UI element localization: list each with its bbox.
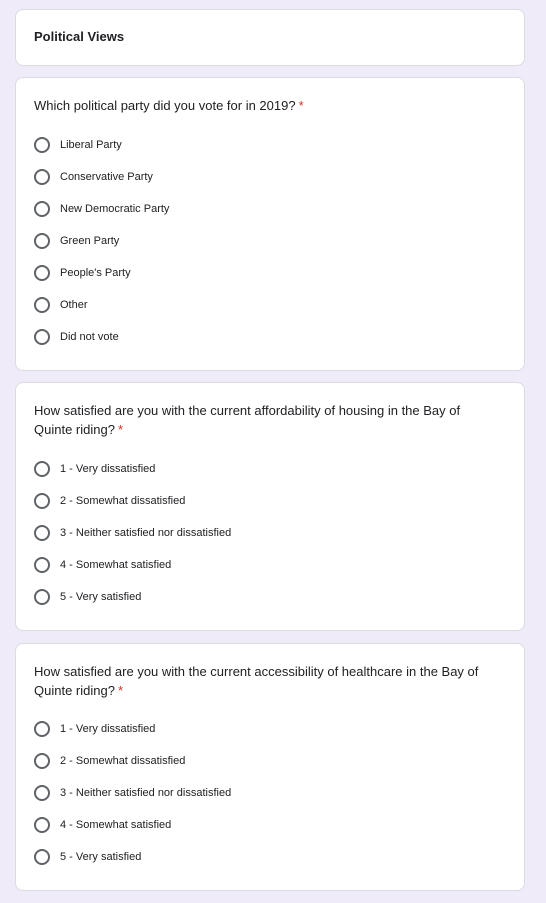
radio-group-healthcare [34,713,506,873]
radio-option[interactable] [34,485,506,517]
required-marker: * [117,422,124,437]
option-label: Conservative Party [60,171,153,183]
question-card-housing [15,382,525,631]
radio-circle-icon[interactable] [34,753,50,769]
option-label: 3 - Neither satisfied nor dissatisfied [60,527,232,539]
radio-circle-icon[interactable] [34,329,50,345]
radio-circle-icon[interactable] [34,461,50,477]
radio-option[interactable] [34,841,506,873]
question-card-party [15,77,525,371]
radio-circle-icon[interactable] [34,589,50,605]
radio-circle-icon[interactable] [34,137,50,153]
radio-circle-icon[interactable] [34,493,50,509]
radio-circle-icon[interactable] [34,557,50,573]
radio-option[interactable] [34,257,506,289]
radio-option[interactable] [34,549,506,581]
radio-option[interactable] [34,129,506,161]
radio-circle-icon[interactable] [34,785,50,801]
radio-option[interactable] [34,713,506,745]
option-label: Did not vote [60,331,119,343]
radio-option[interactable] [34,745,506,777]
radio-circle-icon[interactable] [34,265,50,281]
radio-circle-icon[interactable] [34,201,50,217]
section-title: Political Views [34,29,125,44]
question-text [34,662,488,700]
option-label: 1 - Very dissatisfied [60,463,156,475]
question-text [34,401,488,439]
question-text [34,96,488,115]
option-label: 4 - Somewhat satisfied [60,819,172,831]
option-label: Other [60,299,88,311]
radio-circle-icon[interactable] [34,817,50,833]
option-label: 3 - Neither satisfied nor dissatisfied [60,787,232,799]
question-label: Which political party did you vote for in 2019? [34,98,296,113]
option-label: 4 - Somewhat satisfied [60,559,172,571]
option-label: 5 - Very satisfied [60,851,142,863]
radio-option[interactable] [34,225,506,257]
radio-option[interactable] [34,809,506,841]
required-marker: * [117,683,124,698]
question-card-healthcare [15,643,525,891]
radio-circle-icon[interactable] [34,525,50,541]
radio-circle-icon[interactable] [34,233,50,249]
radio-group-party [34,129,506,353]
option-label: 5 - Very satisfied [60,591,142,603]
radio-option[interactable] [34,289,506,321]
option-label: 2 - Somewhat dissatisfied [60,755,186,767]
radio-option[interactable] [34,321,506,353]
question-label: How satisfied are you with the current accessibility of healthcare in the Bay of Quinte riding? [34,664,479,698]
option-label: Liberal Party [60,139,122,151]
radio-circle-icon[interactable] [34,297,50,313]
radio-option[interactable] [34,193,506,225]
option-label: 1 - Very dissatisfied [60,723,156,735]
option-label: New Democratic Party [60,203,170,215]
option-label: Green Party [60,235,120,247]
option-label: 2 - Somewhat dissatisfied [60,495,186,507]
section-header-card [15,9,525,66]
radio-circle-icon[interactable] [34,721,50,737]
question-label: How satisfied are you with the current affordability of housing in the Bay of Quinte riding? [34,403,461,437]
radio-circle-icon[interactable] [34,849,50,865]
radio-group-housing [34,453,506,613]
radio-circle-icon[interactable] [34,169,50,185]
radio-option[interactable] [34,453,506,485]
radio-option[interactable] [34,517,506,549]
option-label: People's Party [60,267,131,279]
radio-option[interactable] [34,161,506,193]
radio-option[interactable] [34,777,506,809]
required-marker: * [298,98,304,113]
radio-option[interactable] [34,581,506,613]
